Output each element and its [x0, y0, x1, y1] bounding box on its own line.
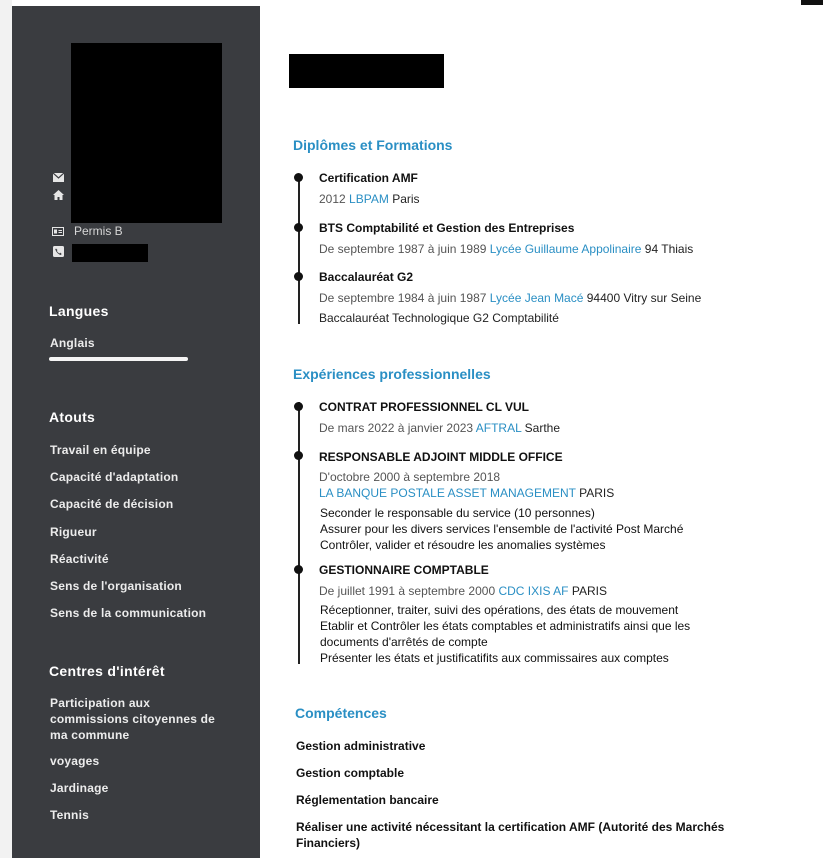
id-card-icon	[52, 225, 64, 237]
experience-date: D'octobre 2000 à septembre 2018	[319, 470, 501, 484]
contact-email	[52, 170, 74, 184]
experience-meta: De mars 2022 à janvier 2023 AFTRAL Sarthe	[319, 421, 561, 435]
atout-item: Sens de la communication	[50, 606, 207, 620]
interet-item: Tennis	[50, 808, 89, 822]
diplome-note: Baccalauréat Technologique G2 Comptabilité	[319, 311, 559, 325]
interet-item: Jardinage	[50, 781, 109, 795]
competence-item: Gestion comptable	[296, 766, 405, 780]
langue-item: Anglais	[50, 336, 95, 350]
experience-description: Seconder le responsable du service (10 personnes) Assurer pour les divers services l'ensemble de l'activité Post Marché Contrôler, valider et résoudre les anomalies systèmes	[320, 506, 684, 552]
atout-item: Travail en équipe	[50, 443, 151, 457]
experiences-heading: Expériences professionnelles	[293, 366, 491, 382]
scan-corner-mark	[801, 0, 823, 5]
paper-edge	[0, 0, 12, 858]
experience-description: Réceptionner, traiter, suivi des opérations, des états de mouvement Etablir et Contrôler les états comptables et administratifs ainsi que les documents d'arrêtés de compte Présenter les états et justificatifits aux commissaires aux comptes	[320, 603, 691, 665]
phone-icon	[52, 245, 64, 257]
experience-meta: De juillet 1991 à septembre 2000 CDC IXIS AF PARIS	[319, 584, 607, 598]
competence-item: Réaliser une activité nécessitant la certification AMF (Autorité des Marchés Financiers)	[296, 820, 725, 850]
envelope-icon	[52, 171, 64, 183]
atout-item: Capacité de décision	[50, 497, 174, 511]
atout-item: Rigueur	[50, 525, 97, 539]
contact-address	[52, 188, 74, 202]
timeline-dot	[294, 565, 303, 574]
diplomes-timeline	[298, 176, 300, 324]
atout-item: Réactivité	[50, 552, 109, 566]
competences-heading: Compétences	[295, 705, 387, 721]
experience-org: LA BANQUE POSTALE ASSET MANAGEMENT PARIS	[319, 486, 615, 500]
interet-item: Participation aux commissions citoyennes de ma commune	[50, 696, 216, 742]
interet-item: voyages	[50, 754, 100, 768]
diplome-title: Baccalauréat G2	[319, 270, 414, 284]
atout-item: Capacité d'adaptation	[50, 470, 179, 484]
timeline-dot	[294, 223, 303, 232]
language-level-bar	[49, 357, 188, 361]
contact-license: Permis B	[52, 224, 123, 238]
experience-title: GESTIONNAIRE COMPTABLE	[319, 563, 489, 577]
competence-item: Gestion administrative	[296, 739, 426, 753]
diplome-meta: 2012 LBPAM Paris	[319, 192, 420, 206]
timeline-dot	[294, 451, 303, 460]
experience-title: CONTRAT PROFESSIONNEL CL VUL	[319, 400, 530, 414]
diplome-meta: De septembre 1984 à juin 1987 Lycée Jean Macé 94400 Vitry sur Seine	[319, 291, 702, 305]
redacted-photo	[71, 43, 222, 223]
experience-title: RESPONSABLE ADJOINT MIDDLE OFFICE	[319, 450, 563, 464]
contact-phone	[52, 244, 74, 258]
diplomes-heading: Diplômes et Formations	[293, 137, 453, 153]
home-icon	[52, 189, 64, 201]
redacted-phone	[72, 244, 148, 262]
sidebar	[12, 6, 260, 858]
atout-item: Sens de l'organisation	[50, 579, 182, 593]
diplome-title: BTS Comptabilité et Gestion des Entreprises	[319, 221, 575, 235]
timeline-dot	[294, 173, 303, 182]
timeline-dot	[294, 272, 303, 281]
langues-heading: Langues	[49, 303, 109, 319]
experiences-timeline	[298, 402, 300, 664]
diplome-meta: De septembre 1987 à juin 1989 Lycée Guillaume Appolinaire 94 Thiais	[319, 242, 694, 256]
redacted-name	[289, 54, 444, 88]
competence-item: Réglementation bancaire	[296, 793, 439, 807]
diplome-title: Certification AMF	[319, 171, 418, 185]
timeline-dot	[294, 402, 303, 411]
interets-heading: Centres d'intérêt	[49, 663, 165, 679]
atouts-heading: Atouts	[49, 409, 96, 425]
